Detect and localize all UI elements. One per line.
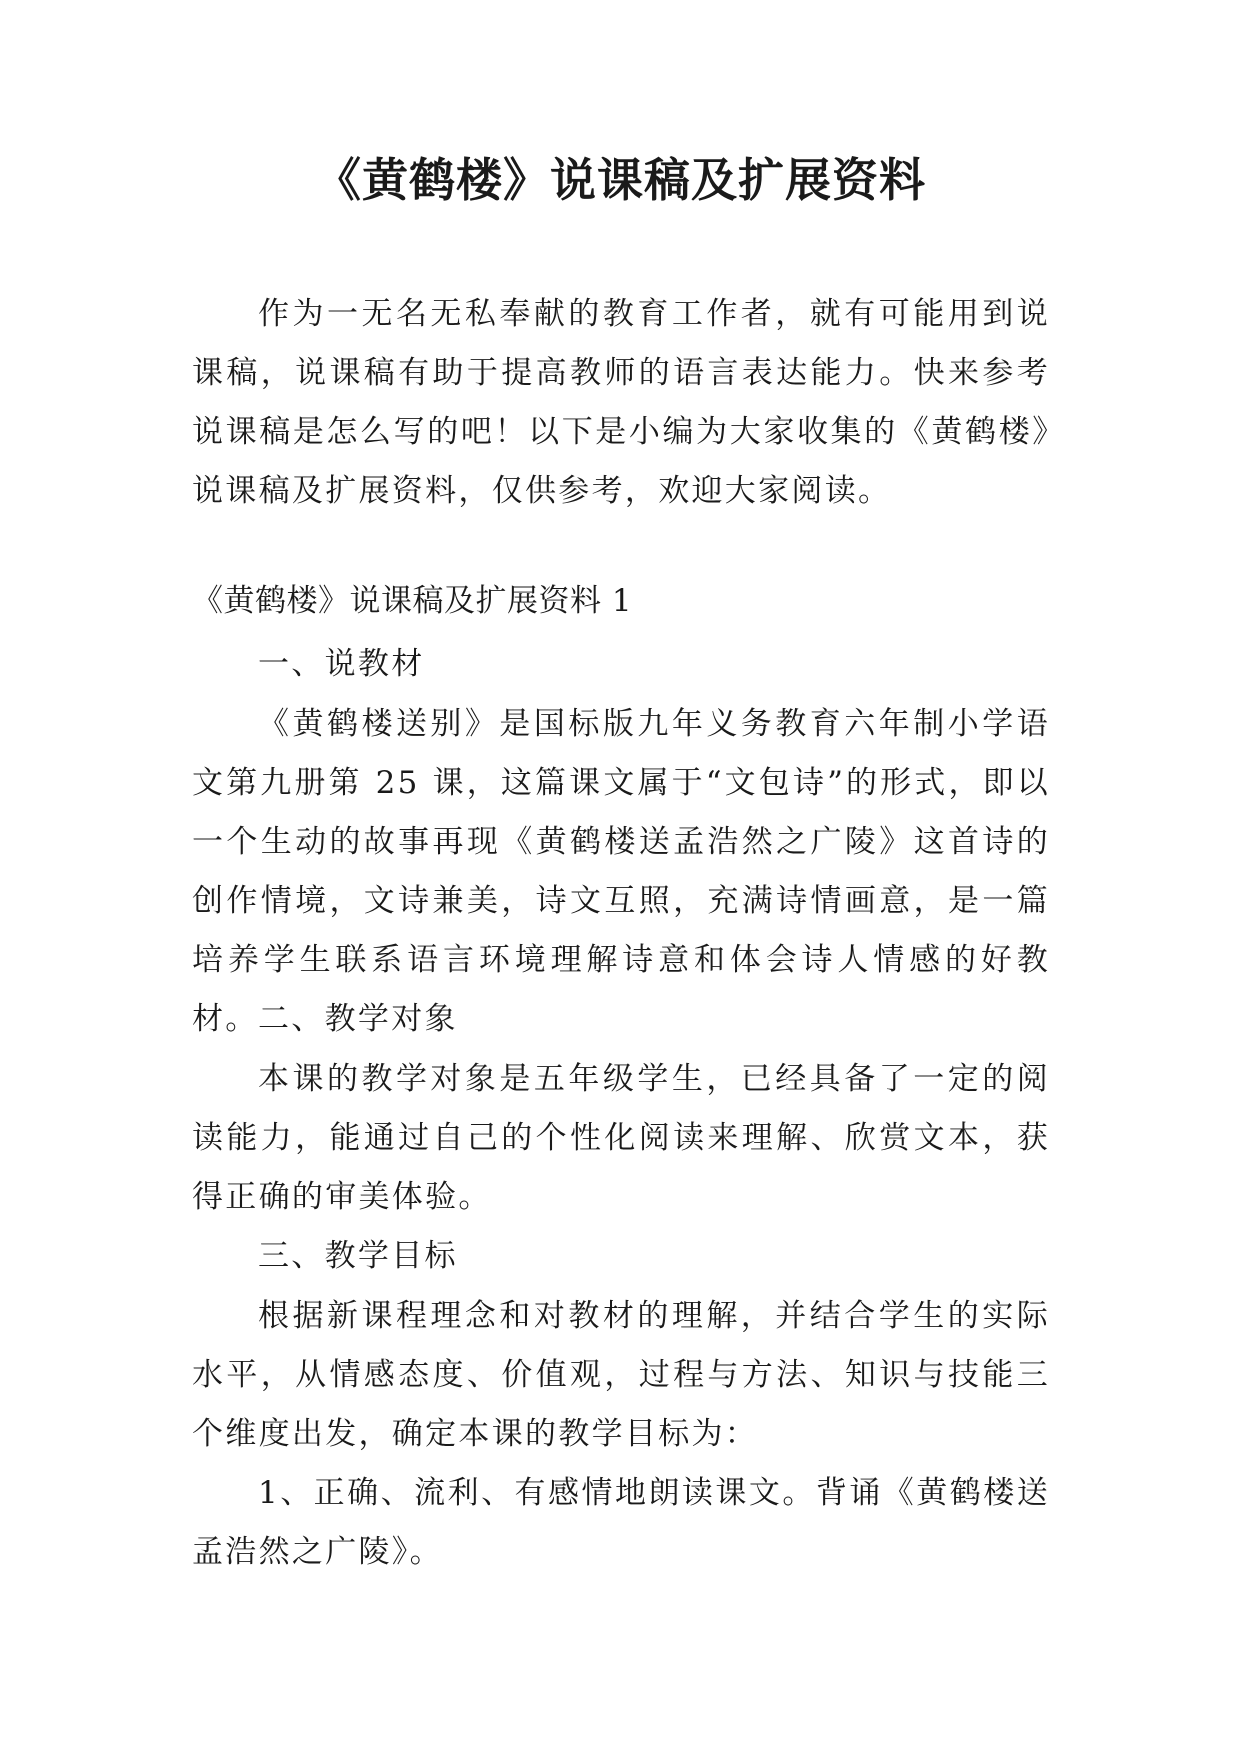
teaching-goals-paragraph: 根据新课程理念和对教材的理解，并结合学生的实际水平，从情感态度、价值观，过程与方法、知识与技能三个维度出发，确定本课的教学目标为： (192, 1298, 1050, 1452)
section-title: 《黄鹤楼》说课稿及扩展资料 1 (192, 583, 633, 619)
document-title: 《黄鹤楼》说课稿及扩展资料 (315, 153, 926, 207)
intro-paragraph: 作为一无名无私奉献的教育工作者，就有可能用到说课稿，说课稿有助于提高教师的语言表达能力。快来参考说课稿是怎么写的吧！以下是小编为大家收集的《黄鹤楼》说课稿及扩展资料，仅供参考，欢迎大家阅读。 (192, 296, 1050, 509)
heading-teaching-object: 二、教学对象 (258, 1001, 458, 1037)
heading-teaching-goals: 三、教学目标 (258, 1238, 458, 1274)
teaching-material-paragraph: 《黄鹤楼送别》是国标版九年义务教育六年制小学语文第九册第 25 课，这篇课文属于“文包诗”的形式，即以一个生动的故事再现《黄鹤楼送孟浩然之广陵》这首诗的创作情境，文诗兼美，诗文互照，充满诗情画意，是一篇培养学生联系语言环境理解诗意和体会诗人情感的好教材。 (192, 706, 1050, 1037)
goal-item-1: 1、正确、流利、有感情地朗读课文。背诵《黄鹤楼送孟浩然之广陵》。 (192, 1475, 1050, 1570)
heading-teaching-material: 一、说教材 (258, 646, 425, 682)
teaching-object-paragraph: 本课的教学对象是五年级学生，已经具备了一定的阅读能力，能通过自己的个性化阅读来理解、欣赏文本，获得正确的审美体验。 (192, 1061, 1050, 1215)
